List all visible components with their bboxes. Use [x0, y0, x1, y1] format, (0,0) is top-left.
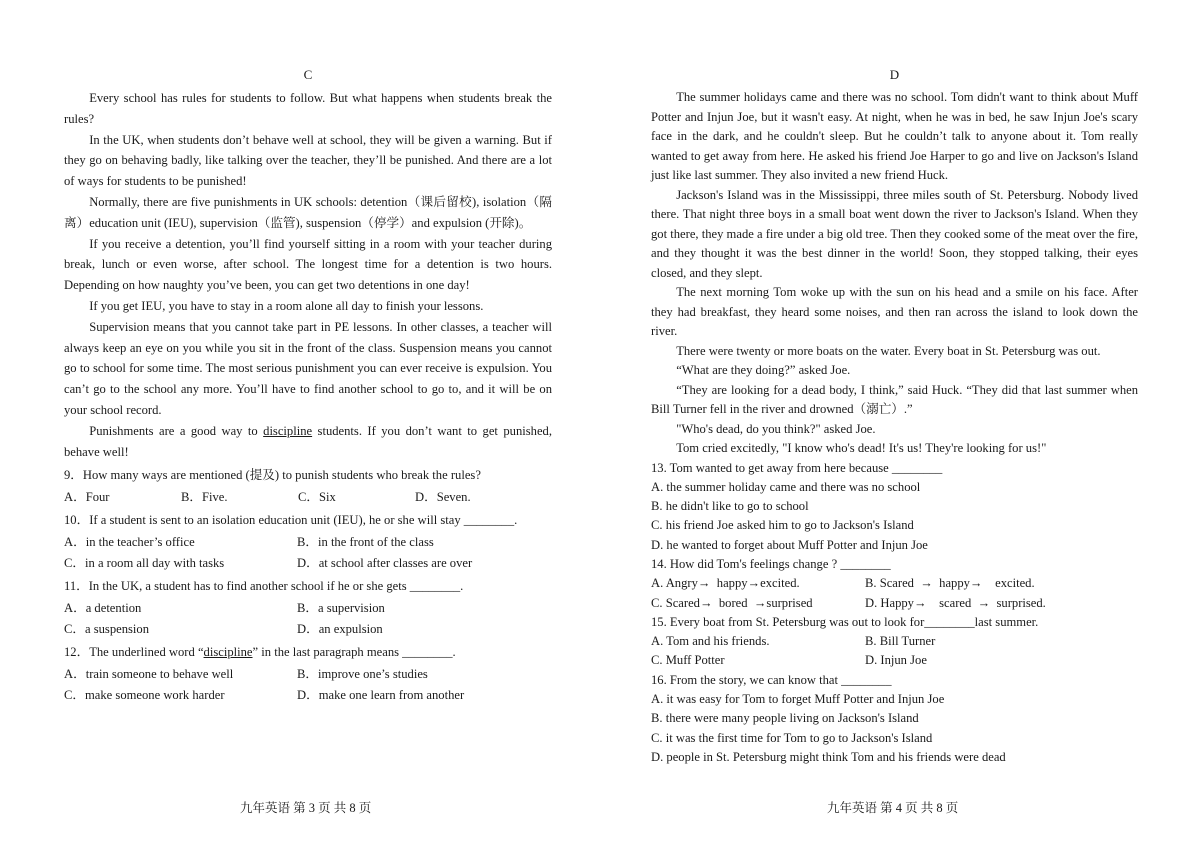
- passage-d-paragraph: Jackson's Island was in the Mississippi, three miles south of St. Petersburg. Nobody lived there. That night three boys in a small boat went down the river to Jackson's Island. When they got there, they made a fire under a big old tree. Then they cooked some of the meat over the fire, and they thought it was the best dinner in the world! Soon, they stopped talking, their eyes closed, and they slept.: [651, 187, 1138, 280]
- option-c[interactable]: C．in a room all day with tasks: [64, 556, 225, 571]
- text-run: students. If you don’t want to get punished, behave well!: [64, 423, 552, 459]
- option-c[interactable]: C. it was the first time for Tom to go to Jackson's Island: [651, 730, 933, 745]
- option-b[interactable]: B．in the front of the class: [297, 535, 434, 550]
- option-d[interactable]: D．Seven.: [415, 490, 471, 505]
- option-c[interactable]: C. Scared→ bored →surprised: [651, 595, 813, 610]
- option-b[interactable]: B. Scared → happy→ excited.: [865, 576, 1035, 591]
- option-d[interactable]: D. Happy→ scared → surprised.: [865, 595, 1046, 610]
- passage-d-paragraph: The summer holidays came and there was no school. Tom didn't want to think about Muff Potter and Injun Joe, but it wasn't easy. At night, when he was in bed, he saw Injun Joe's scary face in the dark, and he couldn't sleep. But he couldn’t talk to anyone about it. Tom really wanted to get away from here. He asked his friend Joe Harper to go and live on Jackson's Island just like last summer. They also invited a new friend Huck.: [651, 90, 1138, 182]
- question-9-options: [64, 488, 552, 507]
- option-c[interactable]: C．Six: [298, 490, 336, 505]
- question-14-options: [651, 574, 1138, 593]
- passage-d-paragraph: The next morning Tom woke up with the sun on his head and a smile on his face. After they had breakfast, they heard some noises, and then ran across the island to look down the river.: [651, 285, 1138, 338]
- option-d[interactable]: D. he wanted to forget about Muff Potter and Injun Joe: [651, 537, 928, 552]
- option-b[interactable]: B. there were many people living on Jackson's Island: [651, 711, 919, 726]
- question-11-stem: 11．In the UK, a student has to find another school if he or she gets ________.: [64, 579, 464, 594]
- text-run: 12．The underlined word “: [64, 645, 204, 660]
- option-c[interactable]: C. Muff Potter: [651, 653, 725, 668]
- passage-d-paragraph: “They are looking for a dead body, I think,” said Huck. “They did that last summer when Bill Turner fell in the river and drowned（溺亡）.”: [651, 382, 1138, 416]
- question-15-stem: 15. Every boat from St. Petersburg was out to look for________last summer.: [651, 614, 1039, 629]
- option-a[interactable]: A. the summer holiday came and there was no school: [651, 479, 921, 494]
- question-12-options: [64, 665, 552, 684]
- passage-c-paragraph: If you receive a detention, you’ll find yourself sitting in a room with your teacher during break, lunch or even worse, after school. The longest time for a detention is two hours. Depending on how naughty you’ve been, you can get two detentions in one day!: [64, 236, 552, 293]
- option-a[interactable]: A．Four: [64, 490, 110, 505]
- question-15-options: [651, 632, 1138, 651]
- option-d[interactable]: D．at school after classes are over: [297, 556, 473, 571]
- passage-c-paragraph: Normally, there are five punishments in UK schools: detention（课后留校), isolation（隔离）education unit (IEU), supervision（监管), suspension（停学）and expulsion (开除)。: [64, 194, 552, 230]
- option-c[interactable]: C．make someone work harder: [64, 688, 225, 703]
- option-b[interactable]: B．improve one’s studies: [297, 667, 428, 682]
- option-b[interactable]: B．a supervision: [297, 601, 385, 616]
- option-a[interactable]: A. it was easy for Tom to forget Muff Potter and Injun Joe: [651, 692, 945, 707]
- question-10-options: [64, 533, 552, 552]
- passage-c-paragraph: If you get IEU, you have to stay in a room alone all day to finish your lessons.: [89, 298, 484, 313]
- question-10-options: [64, 554, 552, 573]
- question-15-options: [651, 651, 1138, 670]
- question-12-stem: [64, 643, 552, 662]
- question-13-stem: 13. Tom wanted to get away from here because ________: [651, 460, 943, 475]
- passage-c-paragraph: Every school has rules for students to follow. But what happens when students break the rules?: [64, 91, 552, 126]
- option-d[interactable]: D．an expulsion: [297, 622, 383, 637]
- passage-c-title: C: [303, 67, 313, 82]
- question-10-stem: 10．If a student is sent to an isolation education unit (IEU), he or she will stay ________.: [64, 513, 518, 528]
- passage-d-paragraph: “What are they doing?” asked Joe.: [676, 363, 851, 377]
- question-12-options: [64, 686, 552, 705]
- page-footer-left: 九年英语 第 3 页 共 8 页: [240, 801, 372, 815]
- underlined-word: discipline: [203, 645, 253, 660]
- text-run: Punishments are a good way to: [89, 423, 264, 438]
- question-14-options: [651, 594, 1138, 613]
- option-a[interactable]: A．in the teacher’s office: [64, 535, 195, 550]
- question-11-options: [64, 620, 552, 639]
- option-c[interactable]: C. his friend Joe asked him to go to Jackson's Island: [651, 518, 914, 533]
- option-d[interactable]: D. Injun Joe: [865, 653, 927, 668]
- question-16-stem: 16. From the story, we can know that ________: [651, 672, 892, 687]
- passage-d-column: [651, 66, 1138, 767]
- option-a[interactable]: A．train someone to behave well: [64, 667, 234, 682]
- passage-d-title: D: [889, 67, 900, 82]
- passage-d-paragraph: Tom cried excitedly, "I know who's dead! It's us! They're looking for us!": [676, 441, 1047, 455]
- question-14-stem: 14. How did Tom's feelings change ? ________: [651, 556, 891, 571]
- question-11-options: [64, 599, 552, 618]
- option-b[interactable]: B．Five.: [181, 490, 228, 505]
- option-d[interactable]: D．make one learn from another: [297, 688, 465, 703]
- passage-d-paragraph: "Who's dead, do you think?" asked Joe.: [676, 421, 876, 436]
- option-a[interactable]: A. Tom and his friends.: [651, 634, 770, 649]
- passage-d-paragraph: There were twenty or more boats on the water. Every boat in St. Petersburg was out.: [676, 343, 1101, 358]
- option-b[interactable]: B. Bill Turner: [865, 634, 936, 649]
- option-c[interactable]: C．a suspension: [64, 622, 150, 637]
- option-a[interactable]: A. Angry→ happy→excited.: [651, 576, 800, 591]
- passage-c-paragraph: Supervision means that you cannot take part in PE lessons. In other classes, a teacher will always keep an eye on you while you sit in the front of the class. Suspension means you cannot go to school for some time. The most serious punishment you can ever receive is expulsion. You can’t go to the school any more. You’ll have to find another school to go to, and it will be on your school record.: [64, 319, 552, 417]
- passage-c-last-paragraph: [64, 421, 552, 463]
- option-b[interactable]: B. he didn't like to go to school: [651, 499, 809, 514]
- passage-c-column: [64, 66, 552, 707]
- underlined-word: discipline: [263, 423, 313, 438]
- passage-c-paragraph: In the UK, when students don’t behave well at school, they will be given a warning. But if they go on behaving badly, like talking over the teacher, they’ll be punished. And there are a lot of ways for students to be punished!: [64, 132, 552, 189]
- option-a[interactable]: A．a detention: [64, 601, 142, 616]
- question-9-stem: 9．How many ways are mentioned (提及) to punish students who break the rules?: [64, 468, 481, 483]
- text-run: ” in the last paragraph means ________.: [252, 645, 456, 660]
- option-d[interactable]: D. people in St. Petersburg might think Tom and his friends were dead: [651, 749, 1006, 764]
- page-footer-right: 九年英语 第 4 页 共 8 页: [827, 801, 959, 815]
